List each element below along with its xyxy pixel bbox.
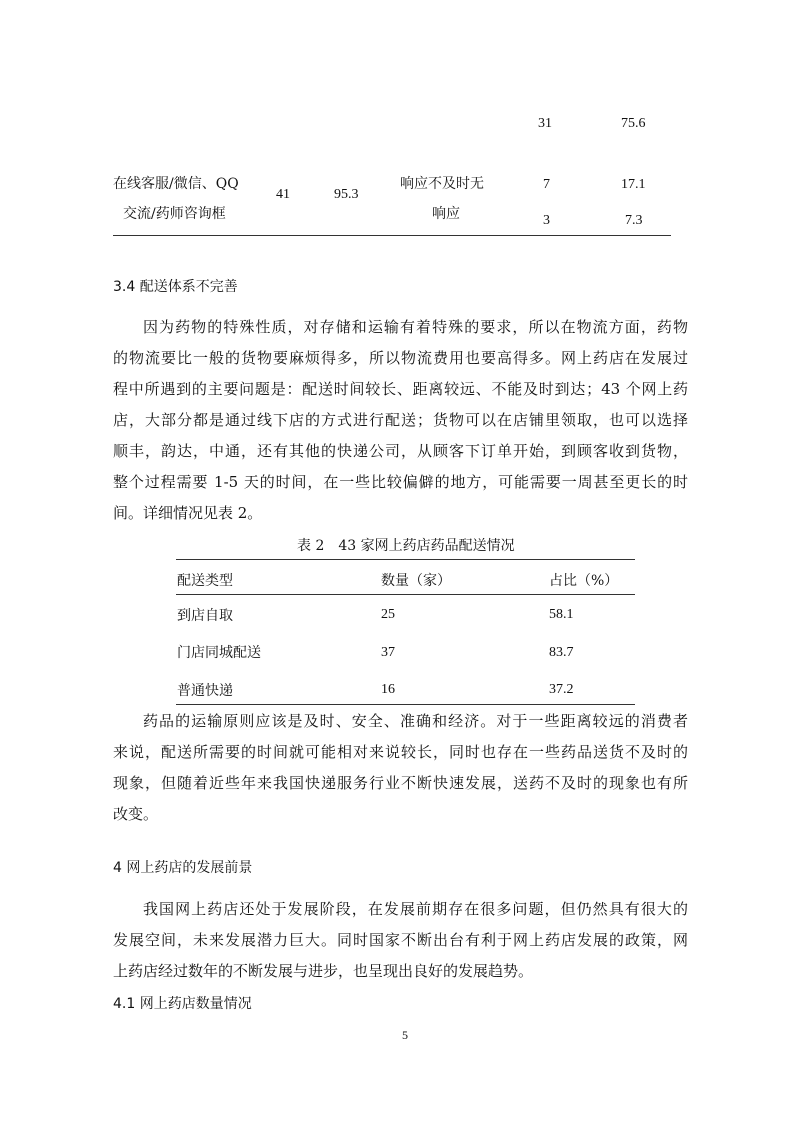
transport-paragraph: [113, 706, 688, 830]
page-number: 5: [402, 1028, 408, 1042]
table2-header-type: 配送类型: [177, 573, 233, 589]
table2-caption: 表 2 43 家网上药店药品配送情况: [297, 538, 515, 554]
paragraph-line: 因为药物的特殊性质，对存储和运输有着特殊的要求，所以在物流方面，药物: [143, 318, 688, 336]
table1-total-count: 41: [276, 187, 290, 202]
table2-row2-pct: 83.7: [549, 645, 574, 660]
paragraph-line: 顺丰，韵达，中通，还有其他的快递公司，从顾客下订单开始，到顾客收到货物，: [113, 442, 688, 460]
table1-method-line2: 交流/药师咨询框: [123, 206, 226, 222]
paragraph-line: 程中所遇到的主要问题是：配送时间较长、距离较远、不能及时到达；43 个网上药: [113, 380, 688, 398]
paragraph-line: 店，大部分都是通过线下店的方式进行配送；货物可以在店铺里领取，也可以选择: [113, 411, 688, 429]
table1-row1-count: 31: [538, 116, 552, 131]
table1-row2-pct: 17.1: [621, 177, 646, 192]
table2-row1-count: 25: [381, 607, 395, 622]
paragraph-line: 整个过程需要 1-5 天的时间，在一些比较偏僻的地方，可能需要一周甚至更长的时: [113, 473, 688, 491]
paragraph-line: 来说，配送所需要的时间就可能相对来说较长，同时也存在一些药品送货不及时的: [113, 743, 688, 761]
section-3-4-heading: 3.4 配送体系不完善: [113, 279, 238, 295]
table1-row1-pct: 75.6: [621, 116, 646, 131]
table2-header-pct: 占比（%）: [549, 573, 619, 589]
table2-row3-pct: 37.2: [549, 682, 574, 697]
table2-header-rule: [176, 594, 635, 595]
table1-issue-line1: 响应不及时无: [400, 176, 484, 192]
table2-top-rule: [176, 559, 635, 560]
paragraph-line: 改变。: [113, 805, 159, 823]
table2-row3-count: 16: [381, 682, 395, 697]
paragraph-line: 上药店经过数年的不断发展与进步，也呈现出良好的发展趋势。: [113, 962, 534, 980]
paragraph-line: 药品的运输原则应该是及时、安全、准确和经济。对于一些距离较远的消费者: [143, 712, 688, 730]
paragraph-line: 间。详细情况见表 2。: [113, 504, 263, 522]
table1-row2-count: 7: [543, 177, 550, 192]
table2-row3-type: 普通快递: [177, 683, 233, 699]
table2-row2-type: 门店同城配送: [177, 645, 261, 661]
table1-total-pct: 95.3: [334, 187, 359, 202]
table1-row3-pct: 7.3: [625, 213, 643, 228]
table2-row1-type: 到店自取: [177, 608, 233, 624]
paragraph-line: 的物流要比一般的货物要麻烦得多，所以物流费用也要高得多。网上药店在发展过: [113, 349, 688, 367]
table1-issue-line2: 响应: [432, 206, 460, 222]
table1-method-line1: 在线客服/微信、QQ: [113, 176, 239, 192]
paragraph-line: 我国网上药店还处于发展阶段，在发展前期存在很多问题，但仍然具有很大的: [143, 900, 688, 918]
table1-bottom-rule: [113, 235, 671, 236]
table2-bottom-rule: [176, 704, 635, 705]
paragraph-line: 现象，但随着近些年来我国快递服务行业不断快速发展，送药不及时的现象也有所: [113, 774, 688, 792]
table2-row1-pct: 58.1: [549, 607, 574, 622]
section-3-4-paragraph: [113, 312, 688, 529]
section-4-paragraph: [113, 894, 688, 987]
section-4-heading: 4 网上药店的发展前景: [113, 860, 253, 876]
table2-row2-count: 37: [381, 645, 395, 660]
section-4-1-heading: 4.1 网上药店数量情况: [113, 996, 252, 1012]
paragraph-line: 发展空间，未来发展潜力巨大。同时国家不断出台有利于网上药店发展的政策，网: [113, 931, 688, 949]
table2-header-count: 数量（家）: [381, 573, 451, 589]
table1-row3-count: 3: [543, 213, 550, 228]
